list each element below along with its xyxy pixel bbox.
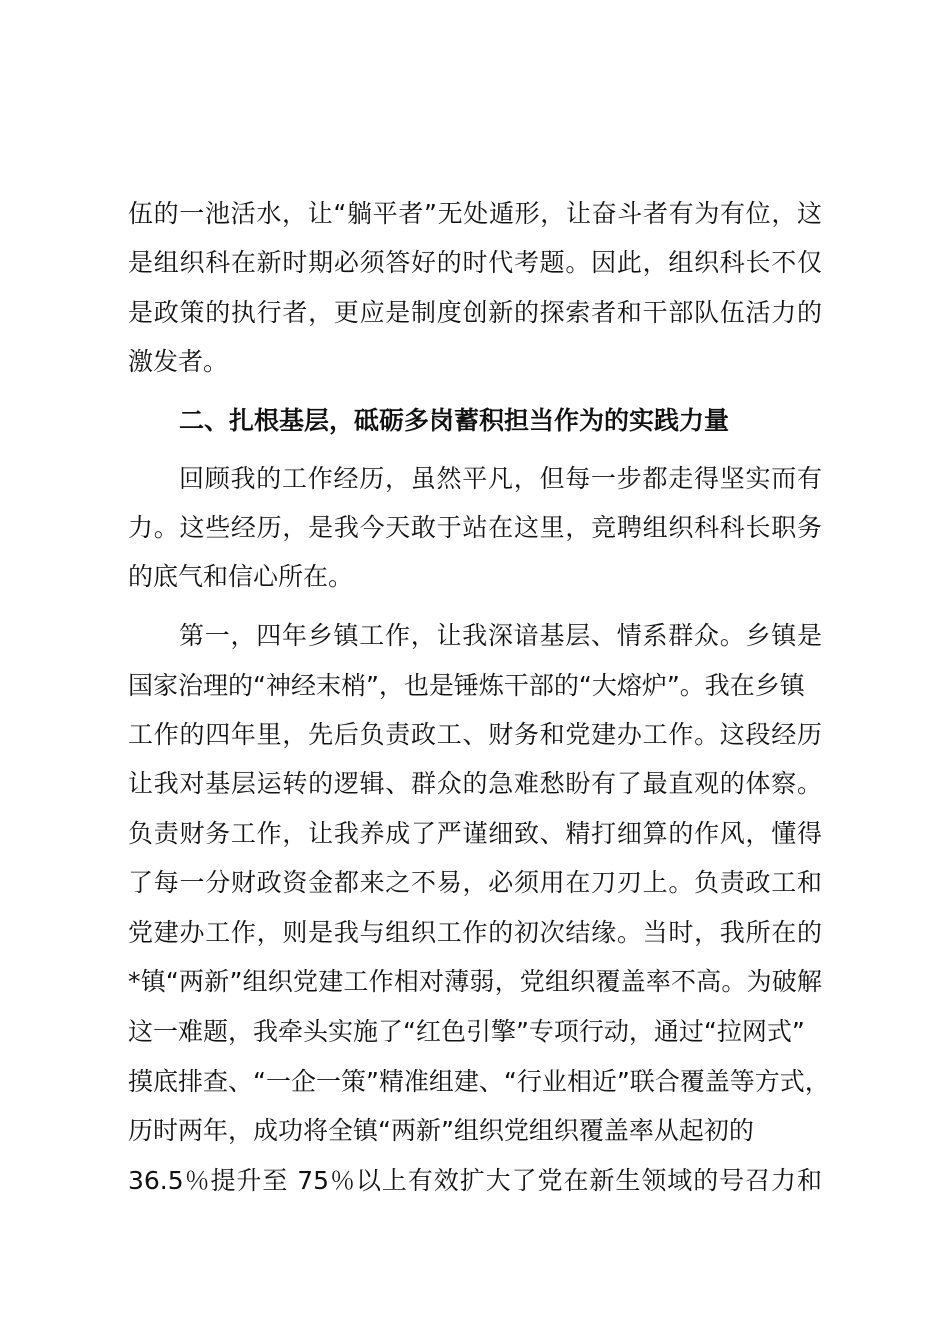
text-line: 是组织科在新时期必须答好的时代考题。因此，组织科长不仅: [128, 248, 822, 277]
text-line: 伍的一池活水，让“躺平者”无处遁形，让奋斗者有为有位，这: [128, 199, 822, 228]
text-line: 工作的四年里，先后负责政工、财务和党建办工作。这段经历: [128, 720, 822, 749]
text-line: 这一难题，我牵头实施了“红色引擎”专项行动，通过“拉网式”: [128, 1017, 805, 1046]
text-line: 激发者。: [128, 347, 229, 376]
text-line: *镇“两新”组织党建工作相对薄弱，党组织覆盖率不高。为破解: [128, 967, 822, 996]
text-line: 第一，四年乡镇工作，让我深谙基层、情系群众。乡镇是: [179, 621, 822, 650]
section-heading: 二、扎根基层，砥砺多岗蓄积担当作为的实践力量: [179, 406, 730, 435]
text-line: 了每一分财政资金都来之不易，必须用在刀刃上。负责政工和: [128, 868, 822, 897]
text-line: 让我对基层运转的逻辑、群众的急难愁盼有了最直观的体察。: [128, 769, 822, 798]
text-line: 的底气和信心所在。: [128, 562, 354, 591]
text-line: 党建办工作，则是我与组织工作的初次结缘。当时，我所在的: [128, 918, 822, 947]
text-line: 是政策的执行者，更应是制度创新的探索者和干部队伍活力的: [128, 298, 822, 327]
text-line: 力。这些经历，是我今天敢于站在这里，竞聘组织科科长职务: [128, 513, 822, 542]
text-line: 回顾我的工作经历，虽然平凡，但每一步都走得坚实而有: [179, 464, 822, 493]
text-line: 历时两年，成功将全镇“两新”组织党组织覆盖率从起初的: [128, 1116, 754, 1145]
text-line: 国家治理的“神经末梢”，也是锤炼干部的“大熔炉”。我在乡镇: [128, 671, 805, 700]
text-line: 摸底排查、“一企一策”精准组建、“行业相近”联合覆盖等方式，: [128, 1067, 830, 1096]
text-line: 负责财务工作，让我养成了严谨细致、精打细算的作风，懂得: [128, 819, 822, 848]
text-line: 36.5％提升至 75％以上有效扩大了党在新生领域的号召力和: [128, 1166, 822, 1195]
